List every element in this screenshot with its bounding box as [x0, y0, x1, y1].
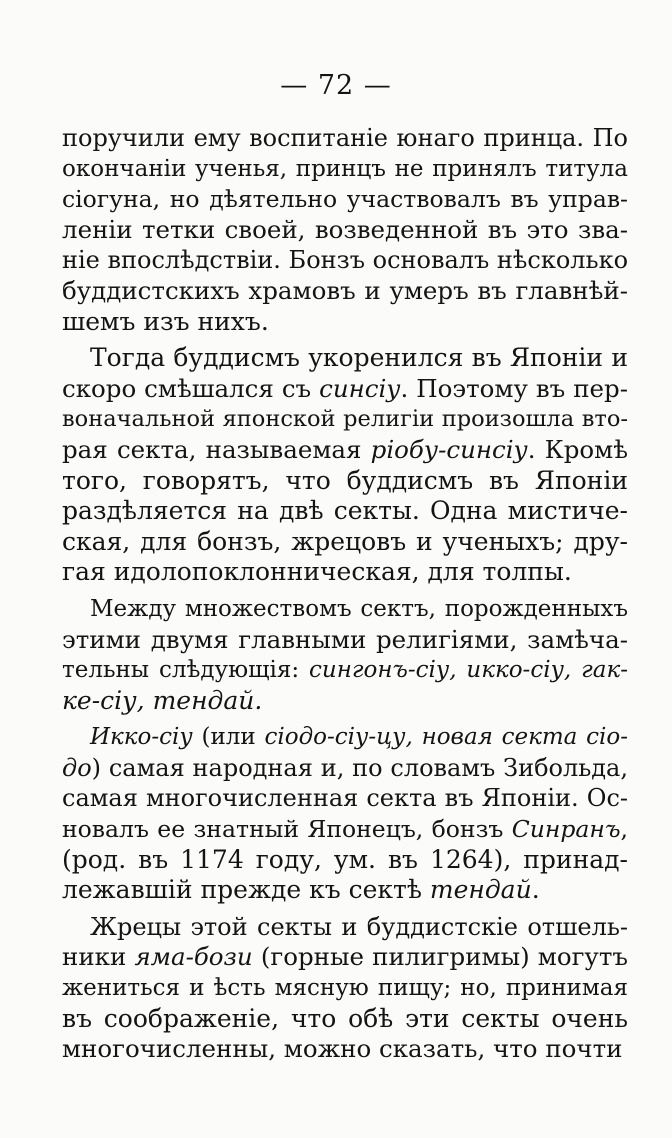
text-line: [62, 215, 628, 246]
italic-text: ке-сіу, тендай.: [62, 685, 263, 715]
text-line: [62, 435, 628, 466]
text-line: [62, 154, 628, 185]
text-segment: ,: [620, 815, 628, 844]
paragraph: [62, 343, 628, 588]
text-segment: скоро смѣшался съ: [62, 373, 320, 403]
text-line: [62, 245, 628, 276]
text-segment: тельны слѣдующія:: [62, 657, 310, 684]
text-segment: шемъ изъ нихъ.: [62, 306, 269, 336]
italic-text: синсіу: [319, 373, 401, 403]
text-line: [62, 1034, 628, 1065]
italic-text: яма-бози: [134, 942, 253, 972]
text-line: [62, 123, 628, 154]
text-segment: (горные пилигримы) могутъ: [252, 942, 628, 972]
text-line: [62, 496, 628, 527]
text-line: [62, 404, 628, 435]
text-line: [62, 973, 628, 1004]
paragraph: [62, 722, 628, 906]
text-segment: ская, для бонзъ, жрецовъ и ученыхъ; дру-: [62, 526, 628, 556]
text-line: [62, 307, 628, 338]
text-segment: этими двумя главными религіями, замѣча-: [62, 624, 628, 654]
text-segment: (род. въ 1174 году, ум. въ 1264), принад-: [62, 844, 628, 874]
text-segment: жениться и ѣсть мясную пищу; но, принимая: [62, 975, 628, 1002]
text-line: [62, 814, 628, 845]
text-line: [62, 942, 628, 973]
text-line: [62, 276, 628, 307]
text-segment: леніи тетки своей, возведенной въ это зва-: [62, 214, 628, 244]
text-segment: ники: [62, 942, 135, 972]
text-line: [62, 655, 628, 686]
paragraph: [62, 123, 628, 337]
text-segment: .: [531, 875, 540, 905]
italic-text: сіодо-сіу-цу, новая секта сіо-: [264, 724, 628, 751]
text-line: [62, 912, 628, 943]
body-text: [62, 123, 628, 1065]
text-segment: (или: [192, 724, 265, 751]
text-segment: окончаніи ученья, принцъ не принялъ титула: [62, 155, 628, 182]
page-number: — 72 —: [280, 70, 392, 101]
text-line: [62, 845, 628, 876]
text-line: [62, 625, 628, 656]
text-segment: новалъ ее знатный Японецъ, бонзъ: [62, 815, 512, 844]
text-line: [62, 783, 628, 814]
text-line: [62, 686, 628, 717]
italic-text: Икко-сіу: [90, 724, 193, 751]
italic-text: ріобу-синсіу: [370, 434, 528, 464]
text-segment: ніе впослѣдствіи. Бонзъ основалъ нѣсколько: [62, 246, 629, 275]
text-segment: многочисленны, можно сказать, что почти: [62, 1034, 623, 1064]
text-segment: буддистскихъ храмовъ и умеръ въ главнѣй-: [62, 275, 628, 305]
text-segment: рая секта, называемая: [62, 434, 371, 464]
text-segment: воначальной японской религіи произошла вто-: [62, 406, 628, 433]
text-segment: въ соображеніе, что обѣ эти секты очень: [62, 1003, 628, 1033]
text-segment: . Кромѣ: [527, 434, 628, 464]
text-segment: поручили ему воспитаніе юнаго принца. По: [62, 124, 628, 152]
text-segment: лежавшій прежде къ сектѣ: [62, 875, 430, 905]
text-segment: самая многочисленная секта въ Японіи. Ос-: [62, 784, 628, 813]
paragraph: [62, 912, 628, 1065]
italic-text: тендай: [429, 875, 532, 905]
text-line: [62, 722, 628, 753]
italic-text: сингонъ-сіу, икко-сіу, гак-: [309, 657, 628, 684]
text-line: [62, 343, 628, 374]
text-segment: . Поэтому въ пер-: [400, 373, 628, 403]
text-segment: Тогда буддисмъ укоренился въ Японіи и: [90, 343, 628, 373]
text-segment: раздѣляется на двѣ секты. Одна мистиче-: [62, 496, 628, 526]
italic-text: до: [62, 753, 92, 782]
text-line: [62, 594, 628, 625]
text-line: [62, 1004, 628, 1035]
text-line: [62, 184, 628, 215]
italic-text: Синранъ: [511, 815, 621, 844]
text-segment: ) самая народная и, по словамъ Зибольда,: [91, 753, 628, 782]
text-segment: Жрецы этой секты и буддистскіе отшель-: [90, 912, 628, 941]
text-segment: Между множествомъ сектъ, порожденныхъ: [90, 595, 628, 622]
text-line: [62, 875, 628, 906]
text-line: [62, 466, 628, 497]
text-segment: того, говорятъ, что буддисмъ въ Японіи: [62, 465, 628, 495]
text-segment: сіогуна, но дѣятельно участвовалъ въ управ-: [62, 185, 628, 214]
text-line: [62, 527, 628, 558]
text-line: [62, 753, 628, 784]
paragraph: [62, 594, 628, 716]
text-line: [62, 374, 628, 405]
text-line: [62, 557, 628, 588]
text-segment: гая идолопоклонническая, для толпы.: [62, 557, 572, 587]
